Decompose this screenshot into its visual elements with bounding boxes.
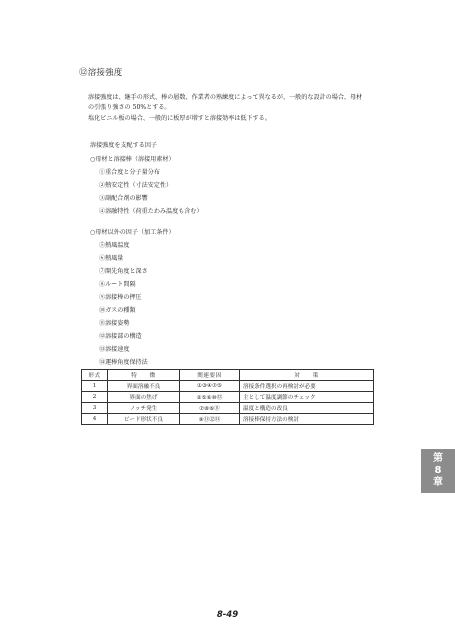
factor-item: ⑪溶接姿勢 bbox=[99, 320, 130, 327]
factor-item: ⑨溶接棒の押圧 bbox=[99, 294, 142, 301]
factor-item: ①重合度と分子量分布 bbox=[99, 169, 160, 176]
table-row bbox=[82, 381, 374, 392]
factor-item: ⑩ガスの種類 bbox=[99, 307, 136, 314]
table-cell: 溶接棒保持方法の検討 bbox=[240, 414, 374, 425]
section-heading: ⑫溶接強度 bbox=[79, 68, 123, 78]
table-header-cell: 形式 bbox=[82, 370, 108, 381]
factor-item: ⑦開先角度と深さ bbox=[99, 268, 148, 275]
factor-item: ④溶融特性（荷重たわみ温度も含む） bbox=[99, 208, 203, 215]
factor-list-title: 溶接強度を支配する因子 bbox=[90, 142, 158, 149]
table-cell: ⑨⑪⑫⑭ bbox=[180, 414, 240, 425]
factor-item: ②熱安定性（寸法安定性） bbox=[99, 182, 173, 189]
table-header-row bbox=[82, 370, 374, 381]
table-cell: 溶接条件選択の再検討が必要 bbox=[240, 381, 374, 392]
table-header-cell: 関連要因 bbox=[180, 370, 240, 381]
table-cell: 界面溶融不良 bbox=[108, 381, 180, 392]
table-cell: 温度と構造の改良 bbox=[240, 403, 374, 414]
table-cell: ⑦⑧⑥⑪ bbox=[180, 403, 240, 414]
chapter-tab bbox=[421, 449, 455, 493]
table-header-cell: 対 策 bbox=[240, 370, 374, 381]
table-cell: 3 bbox=[82, 403, 108, 414]
table-cell: ①③④⑦⑤ bbox=[180, 381, 240, 392]
table-cell: 4 bbox=[82, 414, 108, 425]
factor-group-title: ○母材以外の因子（加工条件） bbox=[90, 229, 175, 236]
table-cell: 1 bbox=[82, 381, 108, 392]
factor-group-title: ○母材と溶接棒（溶接用素材） bbox=[90, 156, 175, 163]
table-cell: ビード形状不良 bbox=[108, 414, 180, 425]
defect-table bbox=[81, 369, 374, 425]
chapter-tab-number: 8 bbox=[434, 465, 442, 476]
body-paragraph-line: 塩化ビニル板の場合、一般的に板厚が増すと溶接効率は低下する。 bbox=[88, 115, 271, 122]
factor-item: ⑭運棒角度保持法 bbox=[99, 359, 148, 366]
table-cell: 界面の焦げ bbox=[108, 392, 180, 403]
chapter-tab-line: 章 bbox=[433, 477, 443, 488]
table-row bbox=[82, 403, 374, 414]
table-row bbox=[82, 392, 374, 403]
factor-item: ⑫溶接部の構造 bbox=[99, 333, 142, 340]
table-cell: 2 bbox=[82, 392, 108, 403]
chapter-tab-line: 第 bbox=[433, 453, 443, 464]
table-row bbox=[82, 414, 374, 425]
factor-item: ⑥熱風量 bbox=[99, 255, 124, 262]
table-cell: 主として温度調節のチェック bbox=[240, 392, 374, 403]
factor-item: ⑤熱風温度 bbox=[99, 242, 130, 249]
factor-item: ⑬溶接速度 bbox=[99, 346, 130, 353]
body-paragraph-line: 溶接強度は、継手の形式、棒の層数、作業者の熟練度によって異なるが、一般的な設計の場合、母材 bbox=[88, 94, 363, 101]
body-paragraph-line: の引張り強さの 50%とする。 bbox=[88, 104, 171, 111]
table-cell: ②⑤⑥⑩⑬ bbox=[180, 392, 240, 403]
factor-item: ③副配合剤の影響 bbox=[99, 195, 148, 202]
table-cell: ノッチ発生 bbox=[108, 403, 180, 414]
page-number: 8-49 bbox=[216, 610, 239, 620]
table-header-cell: 特 徴 bbox=[108, 370, 180, 381]
factor-item: ⑧ルート間隔 bbox=[99, 281, 136, 288]
